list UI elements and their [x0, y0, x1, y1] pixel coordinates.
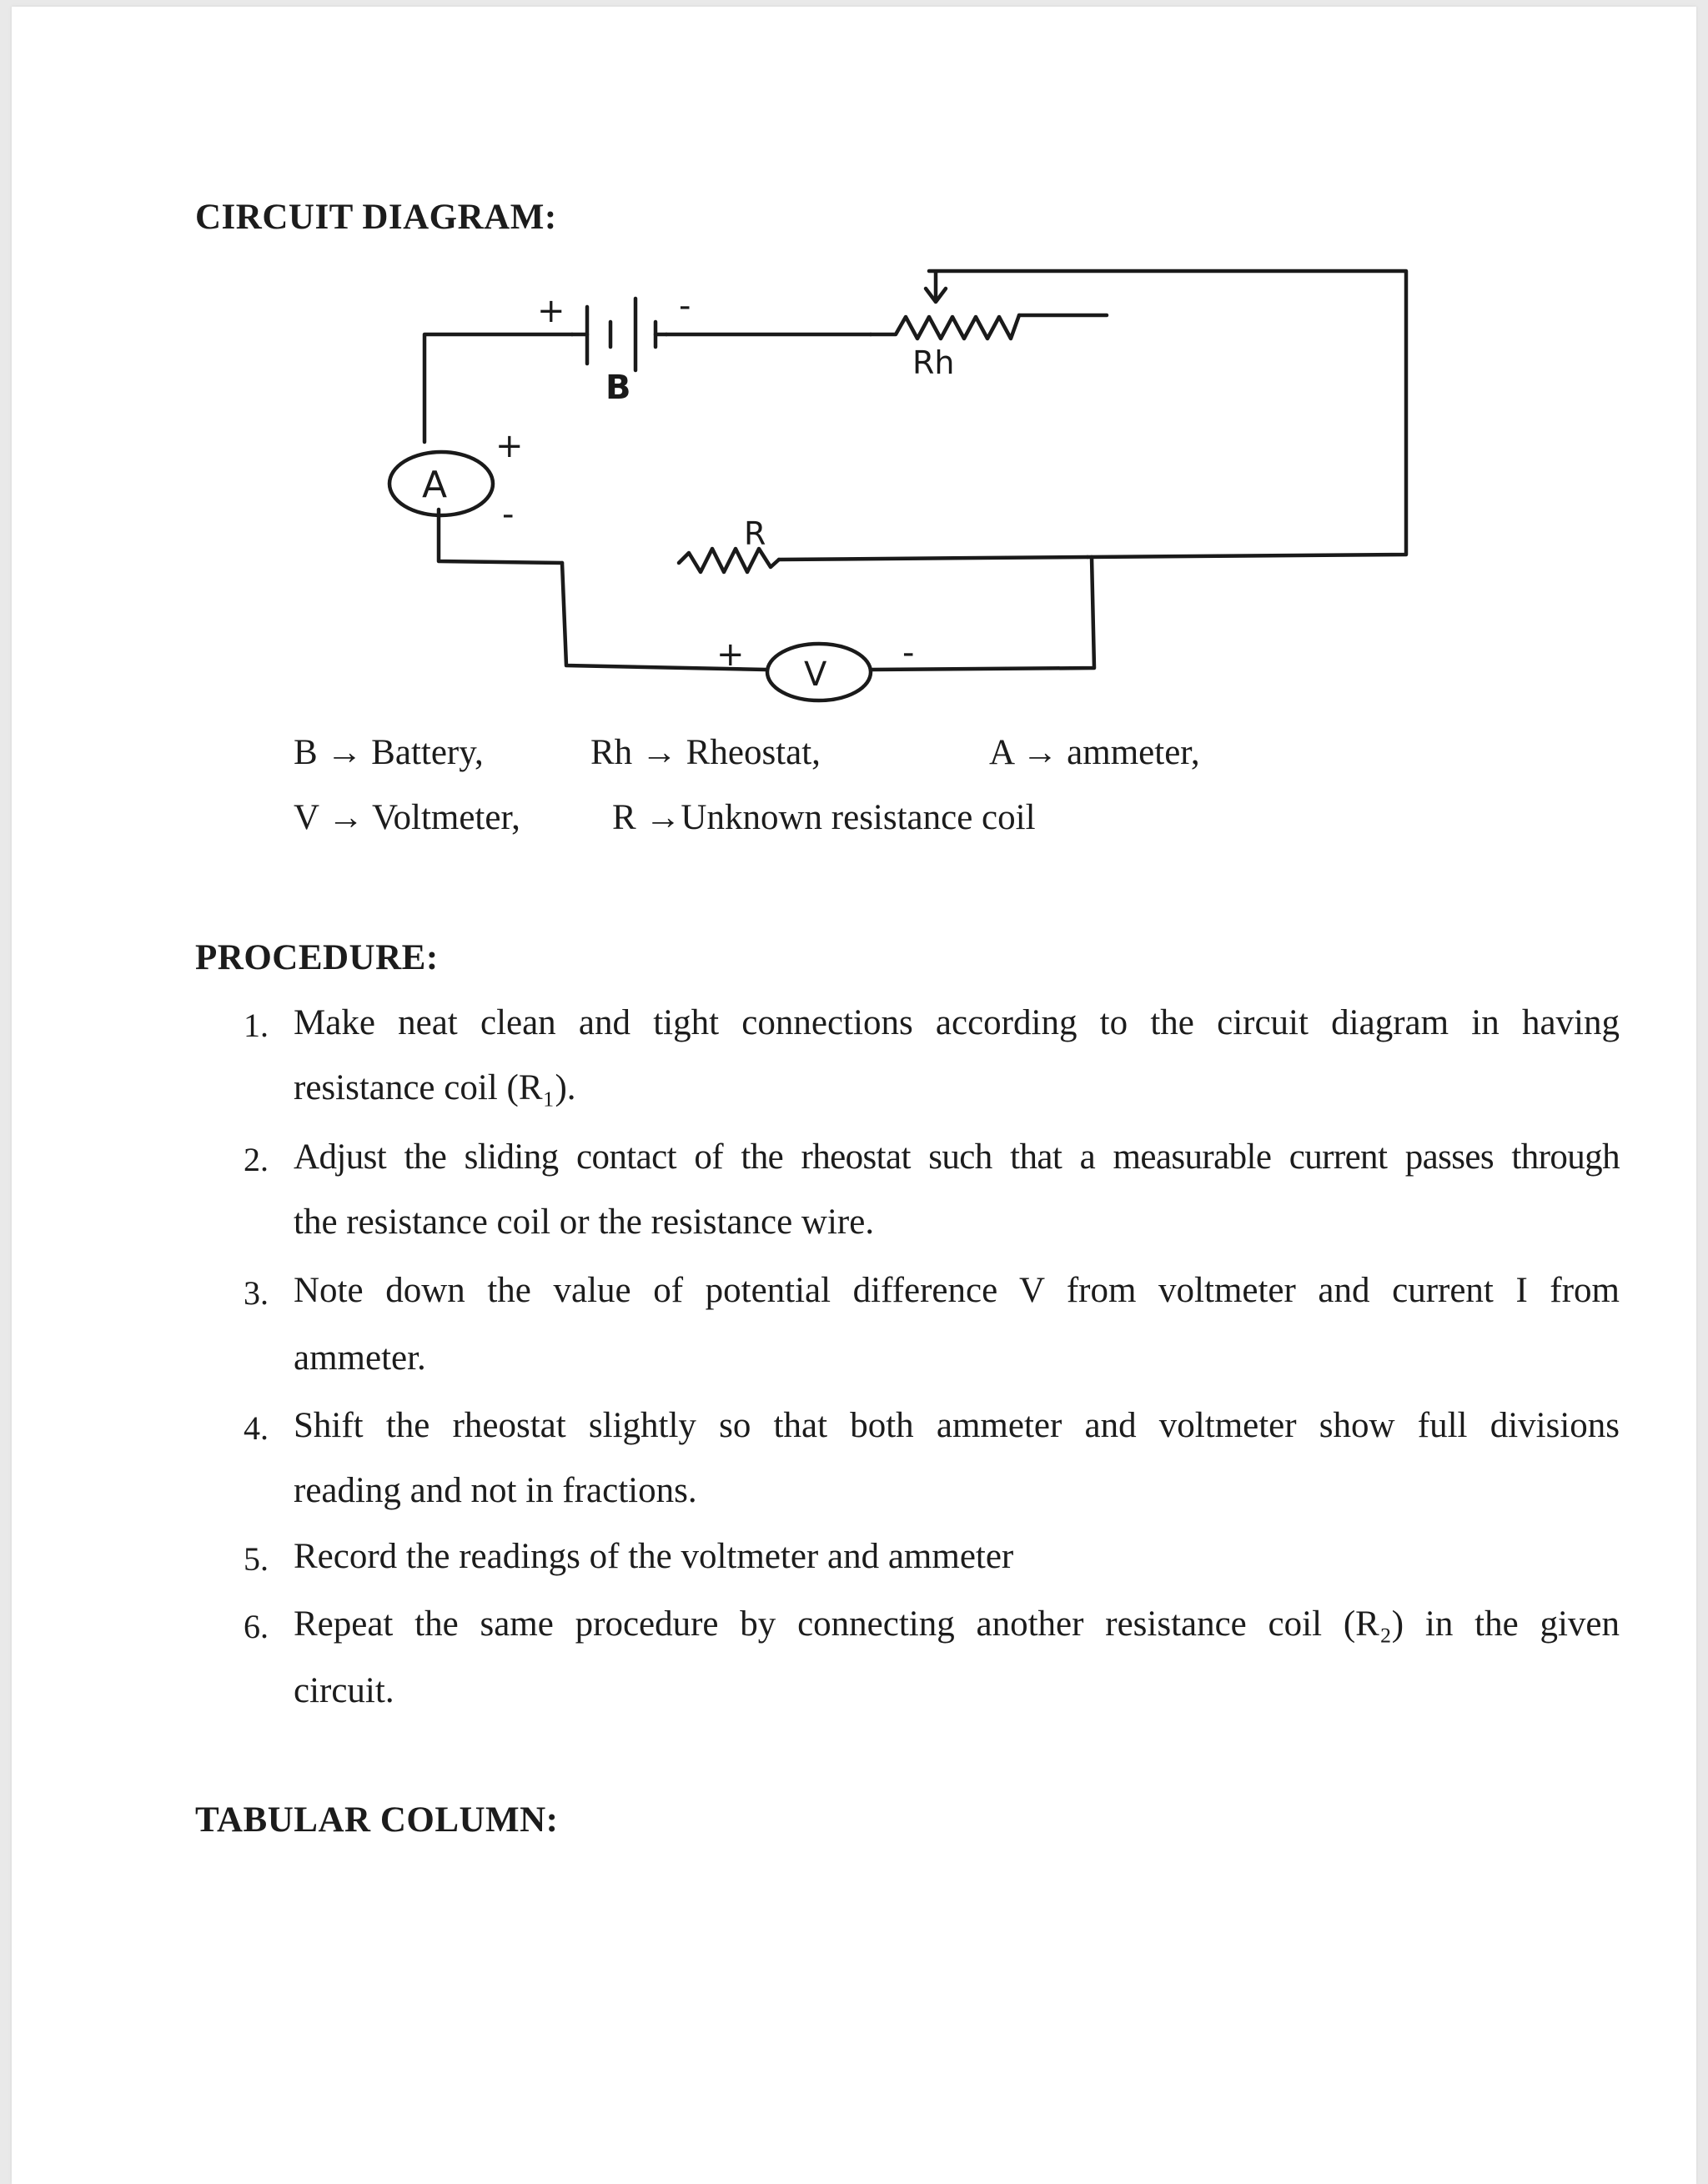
wire-top-left	[424, 334, 572, 442]
rheostat-label: Rh	[912, 344, 955, 381]
voltmeter-minus-sign: -	[902, 634, 915, 672]
legend-voltmeter: V → Voltmeter,	[294, 798, 520, 837]
resistor-symbol	[679, 549, 779, 572]
step-text-line: Adjust the sliding contact of the rheostat such that a measurable current passes through	[294, 1137, 1620, 1177]
wire-right-loop	[929, 271, 1406, 557]
step-number: 5.	[244, 1540, 269, 1578]
battery-plus-sign: +	[537, 292, 565, 330]
step-text-line: Shift the rheostat slightly so that both ammeter and voltmeter show full divisions	[294, 1406, 1620, 1445]
step-number: 6.	[244, 1608, 269, 1645]
battery-label: B	[605, 369, 631, 407]
voltmeter-plus-sign: +	[716, 635, 745, 674]
step-text-line: the resistance coil or the resistance wire.	[294, 1202, 875, 1242]
voltmeter-label: V	[804, 655, 827, 694]
ammeter-plus-sign: +	[495, 427, 524, 465]
resistor-label: R	[744, 515, 766, 552]
legend-resistance: R →Unknown resistance coil	[612, 798, 1036, 837]
step-text-line: circuit.	[294, 1671, 394, 1710]
step-text-line: Make neat clean and tight connections according to the circuit diagram in having	[294, 1003, 1620, 1042]
ammeter-minus-sign: -	[502, 495, 515, 534]
step-number: 3.	[244, 1274, 269, 1312]
procedure-heading: PROCEDURE:	[195, 938, 439, 977]
step-text-line: resistance coil (R₁).	[294, 1068, 576, 1107]
step-text-line: ammeter.	[294, 1338, 426, 1378]
legend-rheostat: Rh → Rheostat,	[590, 733, 821, 772]
step-text-line: Repeat the same procedure by connecting another resistance coil (R₂) in the given	[294, 1604, 1620, 1644]
battery-symbol	[572, 299, 666, 370]
tabular-column-heading: TABULAR COLUMN:	[195, 1800, 559, 1840]
circuit-diagram	[12, 7, 1696, 841]
legend-ammeter: A → ammeter,	[989, 733, 1200, 772]
step-text-line: Note down the value of potential difference V from voltmeter and current I from	[294, 1271, 1620, 1310]
battery-minus-sign: -	[679, 287, 691, 325]
document-page	[12, 7, 1696, 2184]
legend-battery: B → Battery,	[294, 733, 484, 772]
step-number: 2.	[244, 1141, 269, 1178]
wire-ammeter-down	[439, 510, 562, 563]
step-text-line: Record the readings of the voltmeter and ammeter	[294, 1537, 1014, 1576]
rheostat-symbol	[871, 272, 1019, 339]
step-number: 4.	[244, 1409, 269, 1447]
ammeter-label: A	[422, 464, 448, 506]
step-number: 1.	[244, 1007, 269, 1044]
step-text-line: reading and not in fractions.	[294, 1471, 697, 1510]
circuit-diagram-heading: CIRCUIT DIAGRAM:	[195, 198, 557, 237]
wire-resistor-right	[779, 557, 1088, 560]
